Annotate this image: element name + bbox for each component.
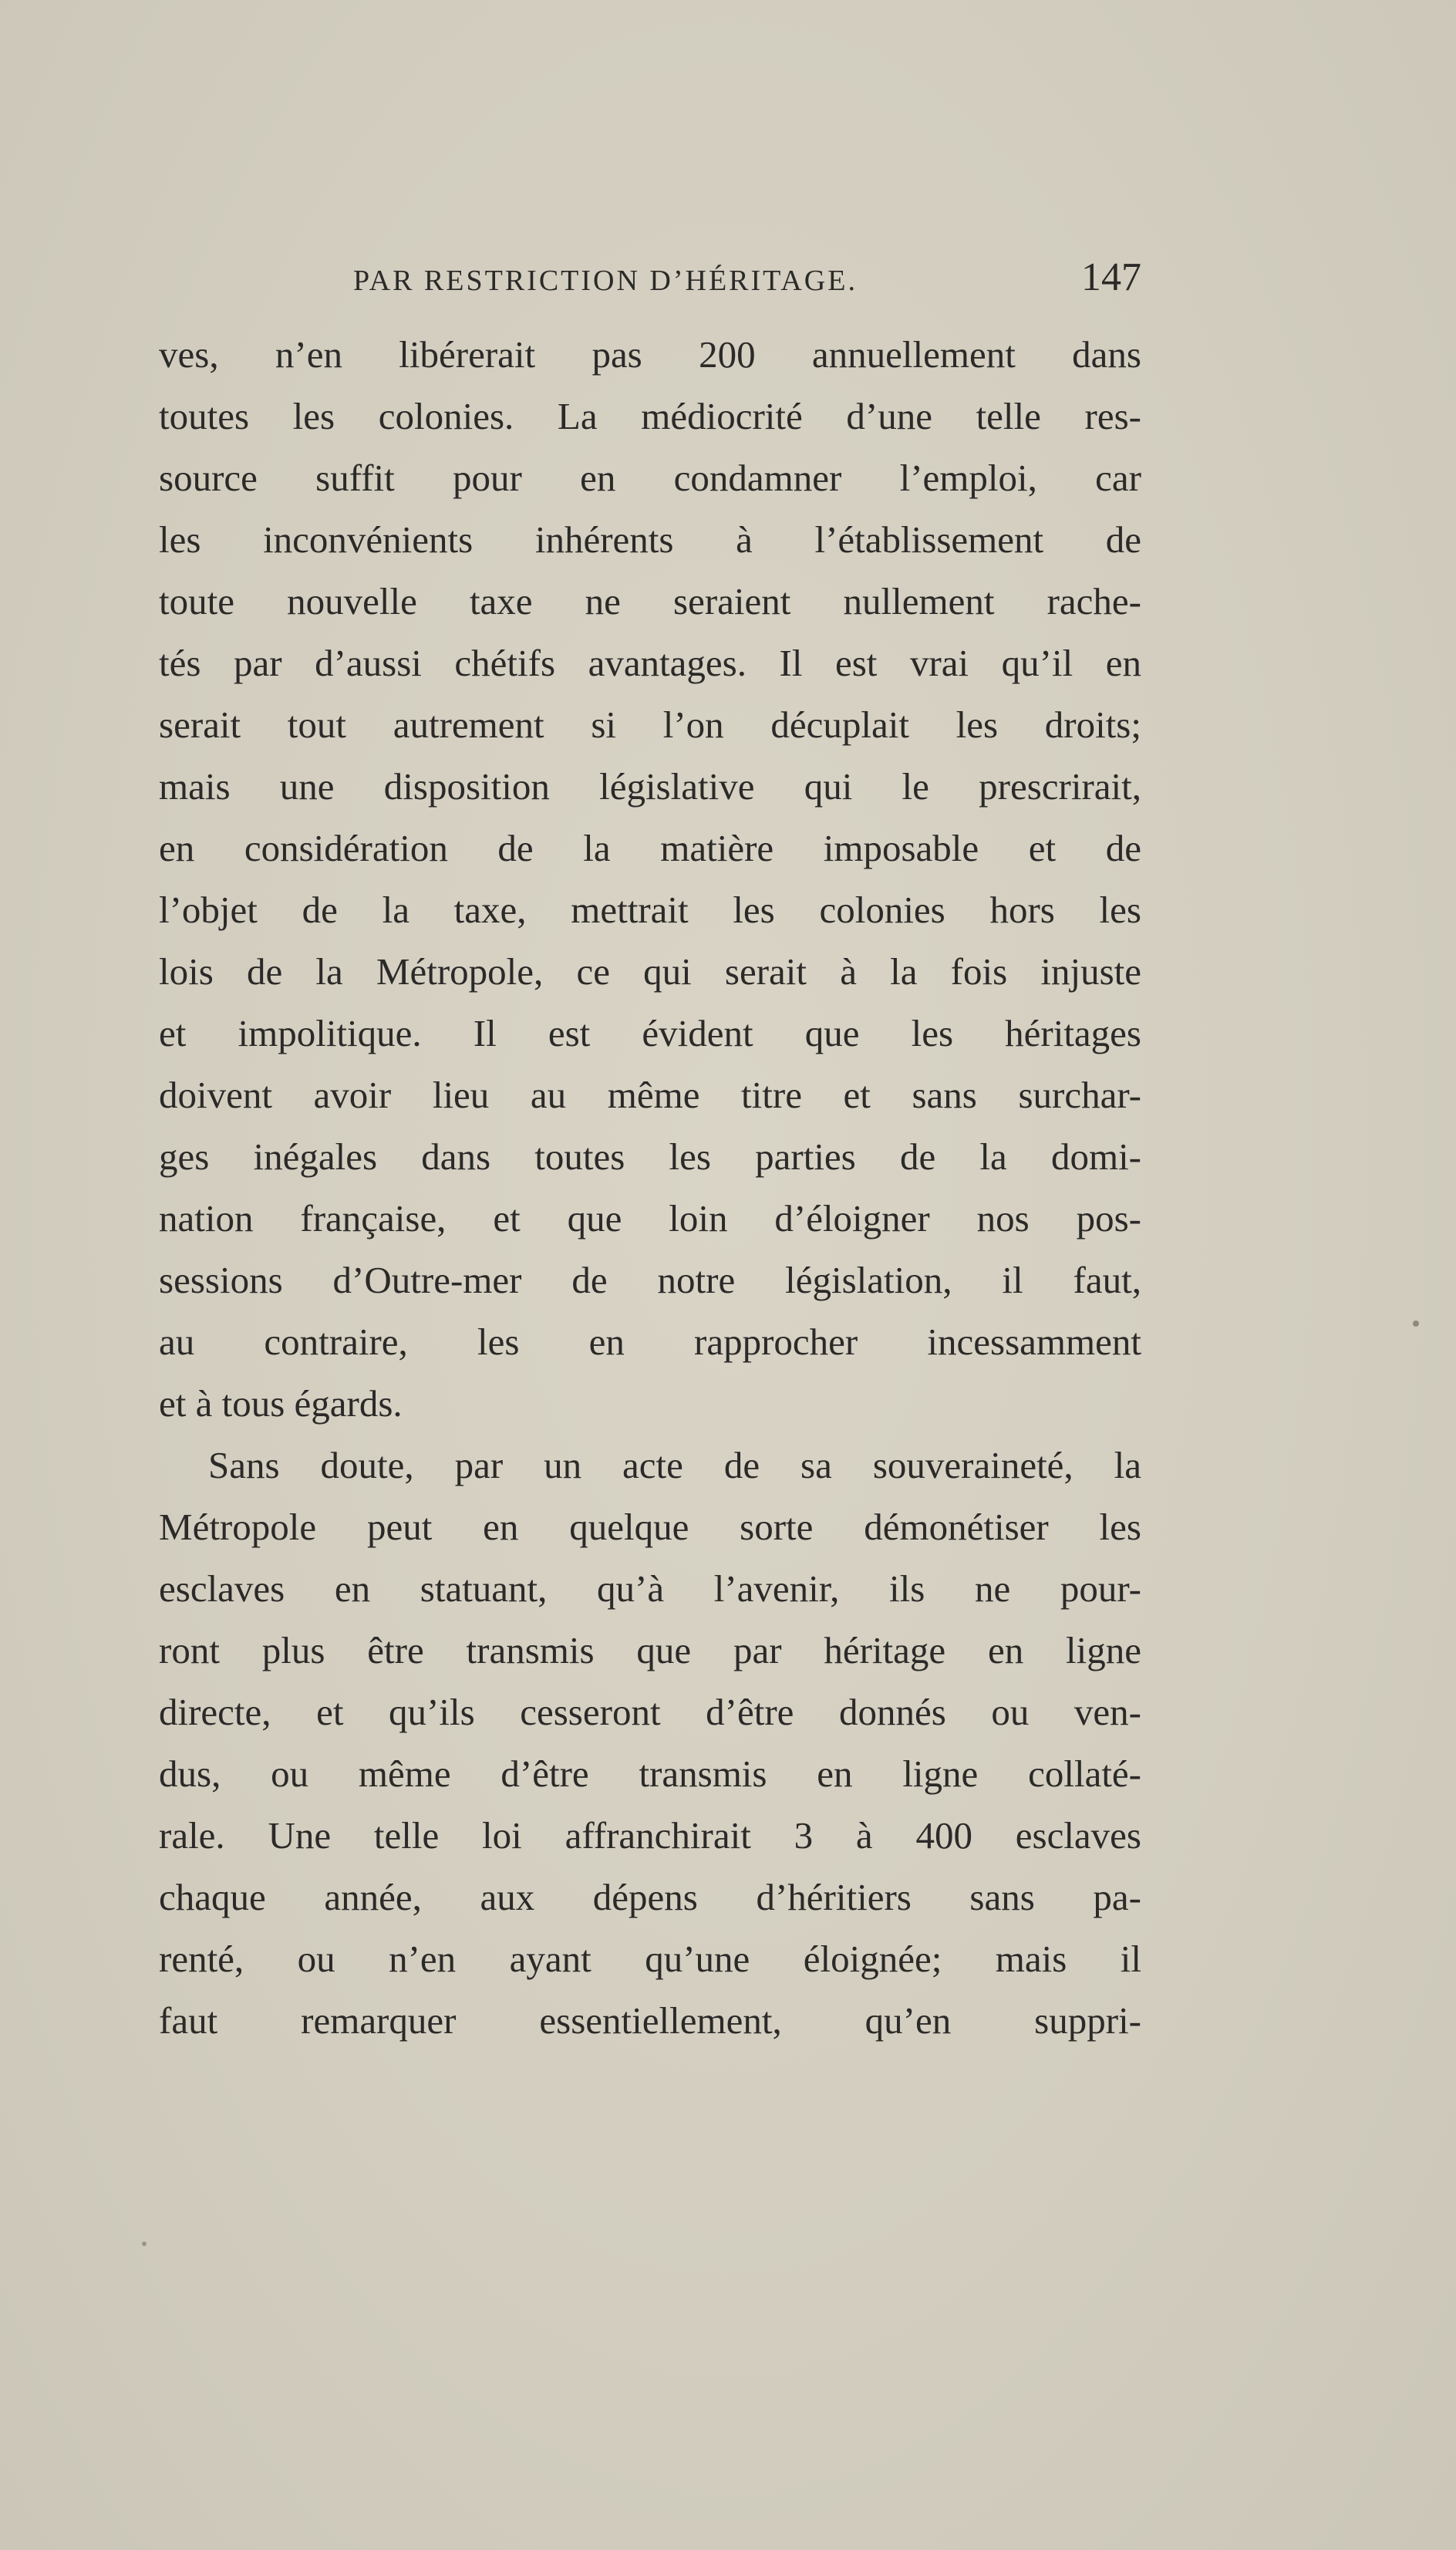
- text-line: source suffit pour en condamner l’emploi, car: [159, 457, 1141, 499]
- text-line: au contraire, les en rapprocher incessamment: [159, 1321, 1141, 1363]
- text-line: et impolitique. Il est évident que les héritages: [159, 1012, 1141, 1054]
- page-number: 147: [1081, 255, 1141, 299]
- text-line: serait tout autrement si l’on décuplait les droits;: [159, 703, 1141, 746]
- text-line: Métropole peut en quelque sorte démonétiser les: [159, 1506, 1141, 1548]
- text-line: doivent avoir lieu au même titre et sans surchar-: [159, 1074, 1141, 1116]
- text-line: Sans doute, par un acte de sa souveraineté, la: [208, 1444, 1141, 1486]
- text-line: tés par d’aussi chétifs avantages. Il est vrai qu’il en: [159, 642, 1141, 684]
- text-line: ves, n’en libérerait pas 200 annuellement dans: [159, 333, 1141, 376]
- text-line: renté, ou n’en ayant qu’une éloignée; mais il: [159, 1938, 1141, 1980]
- text-line: toutes les colonies. La médiocrité d’une telle res-: [159, 395, 1141, 437]
- paragraph: [159, 1435, 1141, 2052]
- paragraph: [159, 324, 1141, 1435]
- text-line: ges inégales dans toutes les parties de la domi-: [159, 1135, 1141, 1178]
- text-line: toute nouvelle taxe ne seraient nullement rache-: [159, 580, 1141, 622]
- text-line: ront plus être transmis que par héritage en ligne: [159, 1629, 1141, 1671]
- paper-speck: [142, 2241, 147, 2246]
- text-line: et à tous égards.: [159, 1382, 403, 1425]
- paper-speck: [1413, 1321, 1419, 1327]
- text-line: directe, et qu’ils cesseront d’être donnés ou ven-: [159, 1691, 1141, 1733]
- text-line: faut remarquer essentiellement, qu’en suppri-: [159, 1999, 1141, 2042]
- text-line: rale. Une telle loi affranchirait 3 à 400 esclaves: [159, 1814, 1141, 1857]
- text-line: en considération de la matière imposable et de: [159, 827, 1141, 869]
- text-line: l’objet de la taxe, mettrait les colonies hors les: [159, 889, 1141, 931]
- text-line: sessions d’Outre-mer de notre législation, il faut,: [159, 1259, 1141, 1301]
- body-text: [159, 324, 1141, 2052]
- text-line: dus, ou même d’être transmis en ligne collaté-: [159, 1752, 1141, 1795]
- running-title: PAR RESTRICTION D’HÉRITAGE.: [353, 265, 858, 297]
- text-line: chaque année, aux dépens d’héritiers sans pa-: [159, 1876, 1141, 1918]
- text-line: mais une disposition législative qui le prescrirait,: [159, 765, 1141, 808]
- text-line: nation française, et que loin d’éloigner nos pos-: [159, 1197, 1141, 1240]
- text-line: les inconvénients inhérents à l’établissement de: [159, 518, 1141, 561]
- text-line: lois de la Métropole, ce qui serait à la fois injuste: [159, 950, 1141, 993]
- text-line: esclaves en statuant, qu’à l’avenir, ils ne pour-: [159, 1567, 1141, 1610]
- page-header: [159, 255, 1141, 312]
